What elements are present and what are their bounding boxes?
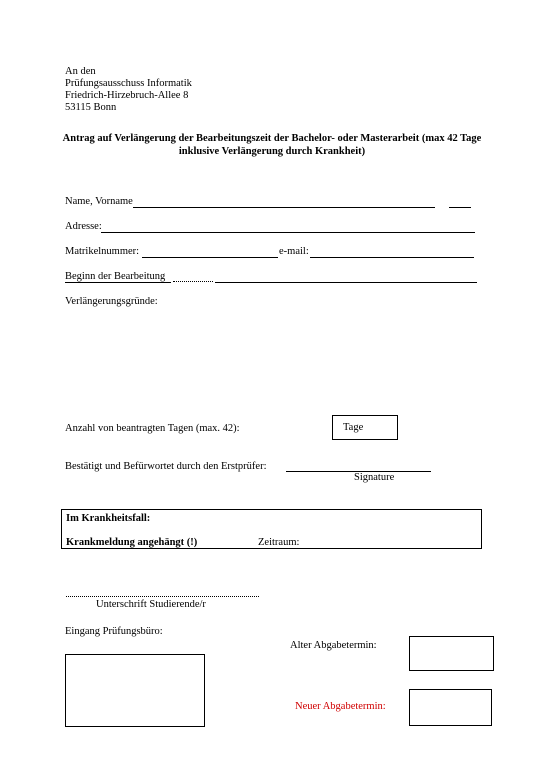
days-box-label: Tage xyxy=(343,422,364,433)
form-title: Antrag auf Verlängerung der Bearbeitungszeit der Bachelor- oder Masterarbeit (max 42 Tage inklusive Verlängerung durch Krankheit) xyxy=(62,133,482,157)
illness-header: Im Krankheitsfall: xyxy=(66,513,151,524)
signature-caption: Signature xyxy=(354,472,395,483)
start-label: Beginn der Bearbeitung xyxy=(65,271,166,282)
days-label: Anzahl von beantragten Tagen (max. 42): xyxy=(65,423,240,434)
matriculation-input-line[interactable] xyxy=(142,257,278,258)
email-input-line[interactable] xyxy=(310,257,474,258)
student-signature-line[interactable] xyxy=(66,596,259,597)
illness-period-label: Zeitraum: xyxy=(258,537,300,548)
office-label: Eingang Prüfungsbüro: xyxy=(65,626,163,637)
recipient-line-1: An den xyxy=(65,66,96,77)
recipient-line-3: Friedrich-Hirzebruch-Allee 8 xyxy=(65,90,189,101)
old-deadline-label: Alter Abgabetermin: xyxy=(290,640,377,651)
reasons-label: Verlängerungsgründe: xyxy=(65,296,158,307)
new-deadline-box[interactable] xyxy=(409,689,492,726)
start-input-line[interactable] xyxy=(215,282,477,283)
name-label: Name, Vorname xyxy=(65,196,133,207)
start-input-dots[interactable] xyxy=(173,281,213,282)
name-input-line-end[interactable] xyxy=(449,207,471,208)
approval-label: Bestätigt und Befürwortet durch den Erstprüfer: xyxy=(65,461,267,472)
old-deadline-box[interactable] xyxy=(409,636,494,671)
matriculation-label: Matrikelnummer: xyxy=(65,246,140,257)
start-label-underline xyxy=(65,282,171,283)
illness-attached-label: Krankmeldung angehängt (!) xyxy=(66,537,198,548)
recipient-line-4: 53115 Bonn xyxy=(65,102,117,113)
recipient-line-2: Prüfungsausschuss Informatik xyxy=(65,78,192,89)
email-label: e-mail: xyxy=(279,246,309,257)
illness-section xyxy=(61,509,482,549)
reasons-input-area[interactable] xyxy=(65,312,475,408)
address-input-line[interactable] xyxy=(101,232,475,233)
name-input-line[interactable] xyxy=(133,207,435,208)
office-stamp-box[interactable] xyxy=(65,654,205,727)
student-signature-caption: Unterschrift Studierende/r xyxy=(96,599,206,610)
days-input-box[interactable] xyxy=(332,415,398,440)
new-deadline-label: Neuer Abgabetermin: xyxy=(295,701,386,712)
address-label: Adresse: xyxy=(65,221,102,232)
